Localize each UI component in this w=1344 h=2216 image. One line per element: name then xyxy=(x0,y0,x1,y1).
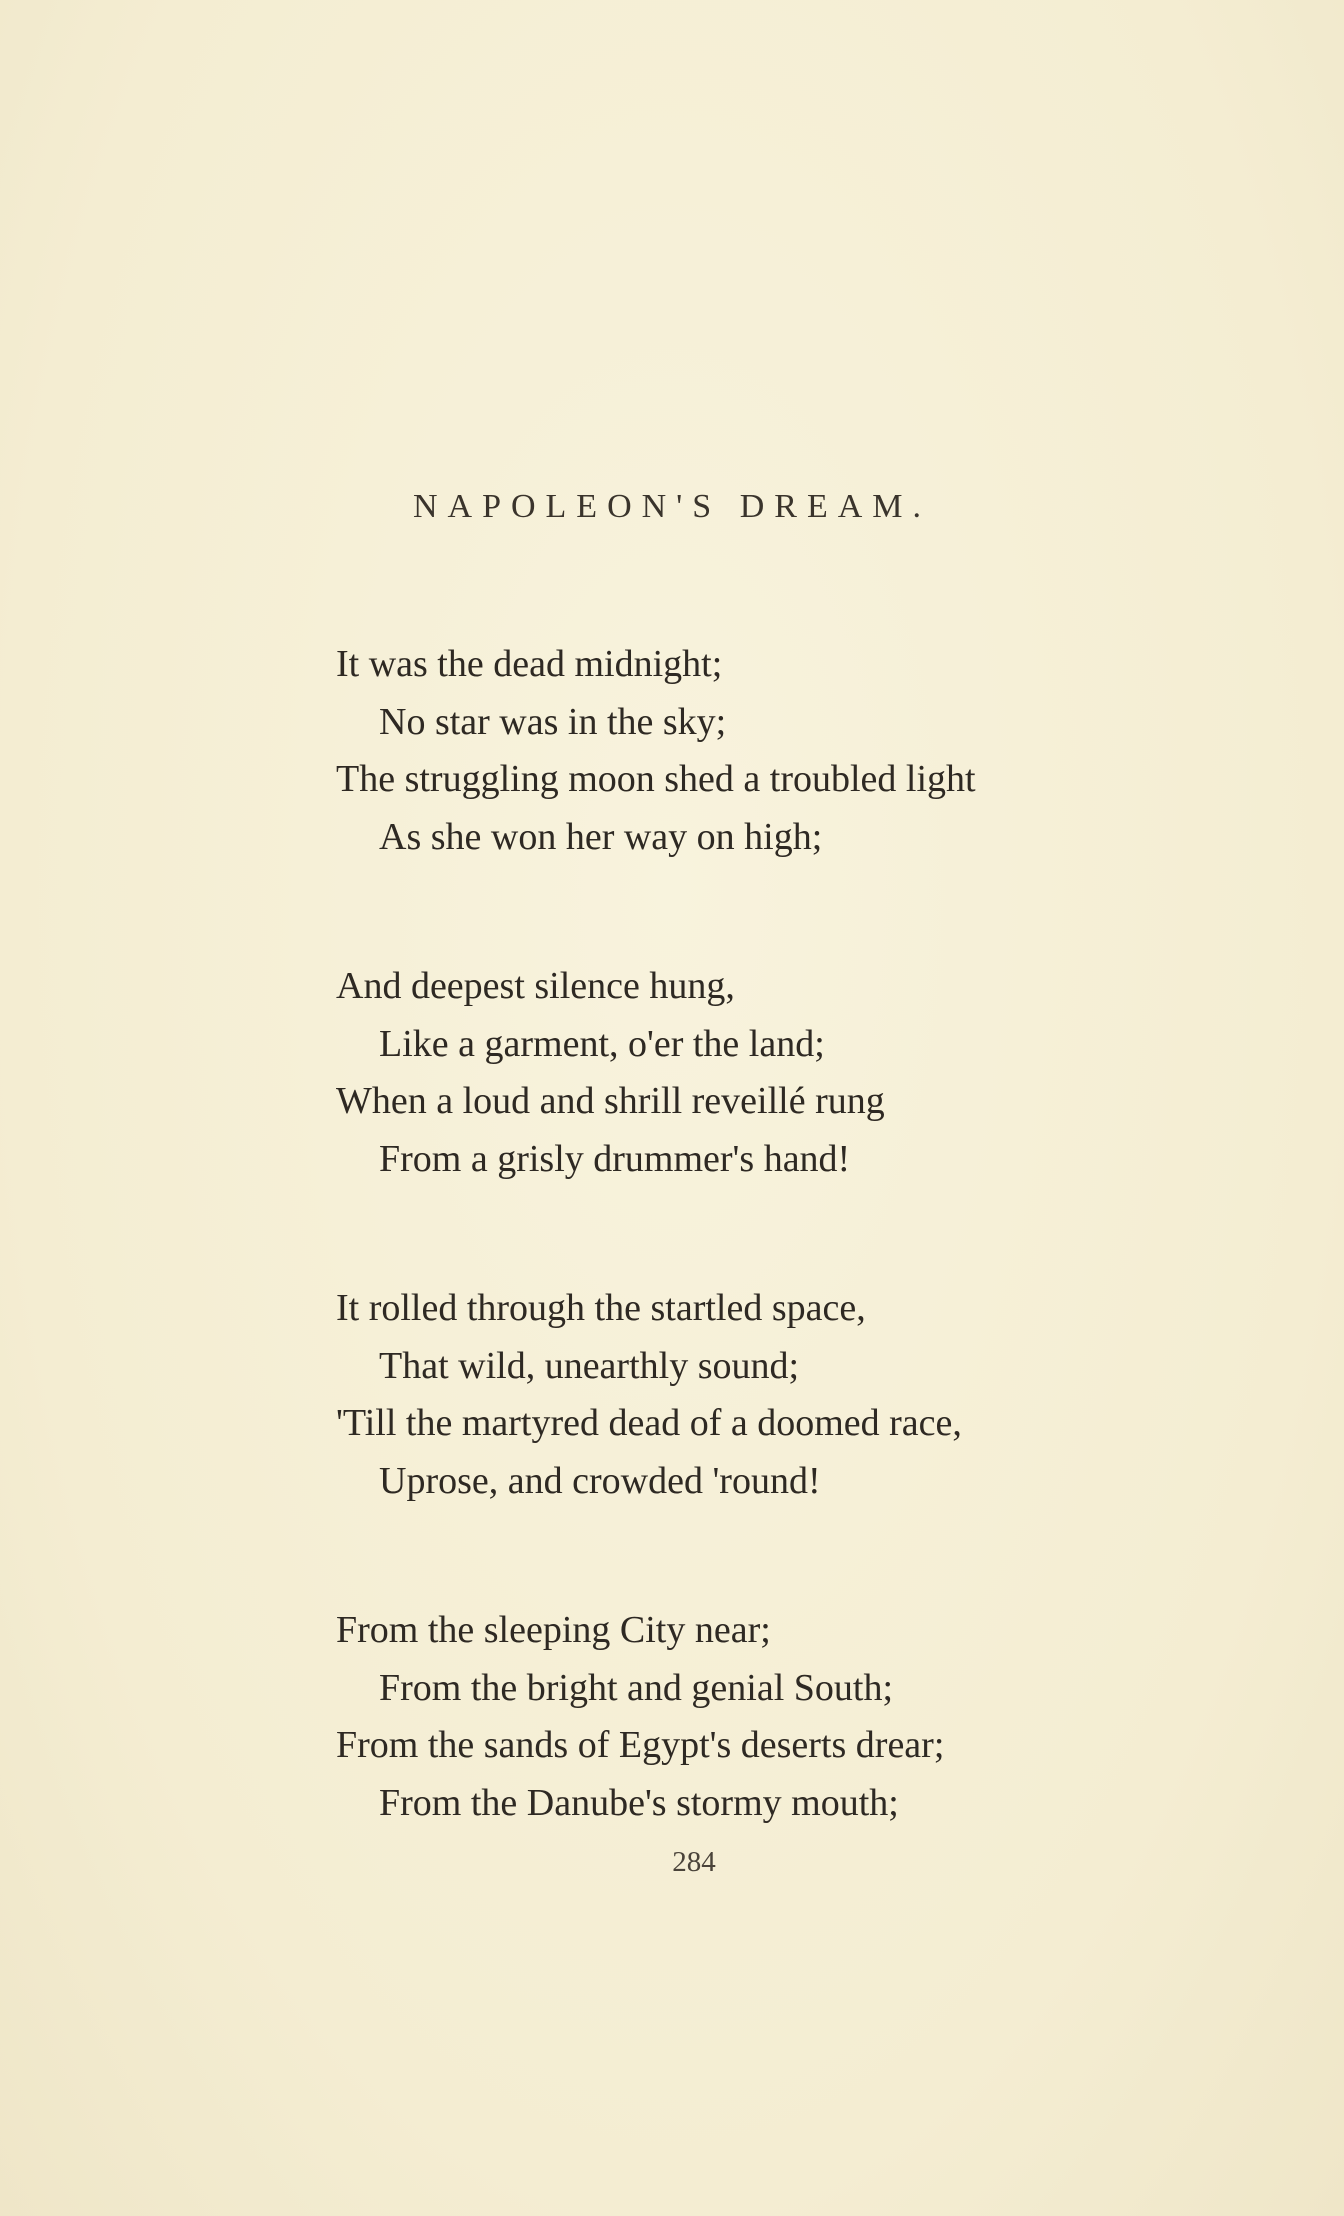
poem-line: As she won her way on high; xyxy=(379,815,823,858)
poem-line: From the Danube's stormy mouth; xyxy=(379,1781,899,1824)
poem-line: From the bright and genial South; xyxy=(379,1666,894,1709)
stanza xyxy=(336,636,1236,866)
stanza xyxy=(336,958,1236,1188)
poem-line: Like a garment, o'er the land; xyxy=(379,1022,825,1065)
poem-line: It was the dead midnight; xyxy=(336,643,723,685)
poem-line: The struggling moon shed a troubled light xyxy=(336,758,976,800)
stanza xyxy=(336,1280,1236,1510)
poem-body xyxy=(336,636,1236,1924)
poem-line: No star was in the sky; xyxy=(379,700,727,743)
page-number: 284 xyxy=(672,1846,716,1878)
poem-line: And deepest silence hung, xyxy=(336,965,735,1007)
poem-line: That wild, unearthly sound; xyxy=(379,1344,800,1387)
poem-line: When a loud and shrill reveillé rung xyxy=(336,1080,885,1122)
poem-line: Uprose, and crowded 'round! xyxy=(379,1459,821,1502)
poem-line: From the sleeping City near; xyxy=(336,1609,771,1651)
poem-line: It rolled through the startled space, xyxy=(336,1287,866,1329)
poem-line: From the sands of Egypt's deserts drear; xyxy=(336,1724,945,1766)
poem-line: 'Till the martyred dead of a doomed race, xyxy=(336,1402,962,1444)
stanza xyxy=(336,1602,1236,1832)
poem-title: NAPOLEON'S DREAM. xyxy=(412,488,932,525)
poem-line: From a grisly drummer's hand! xyxy=(379,1137,851,1180)
